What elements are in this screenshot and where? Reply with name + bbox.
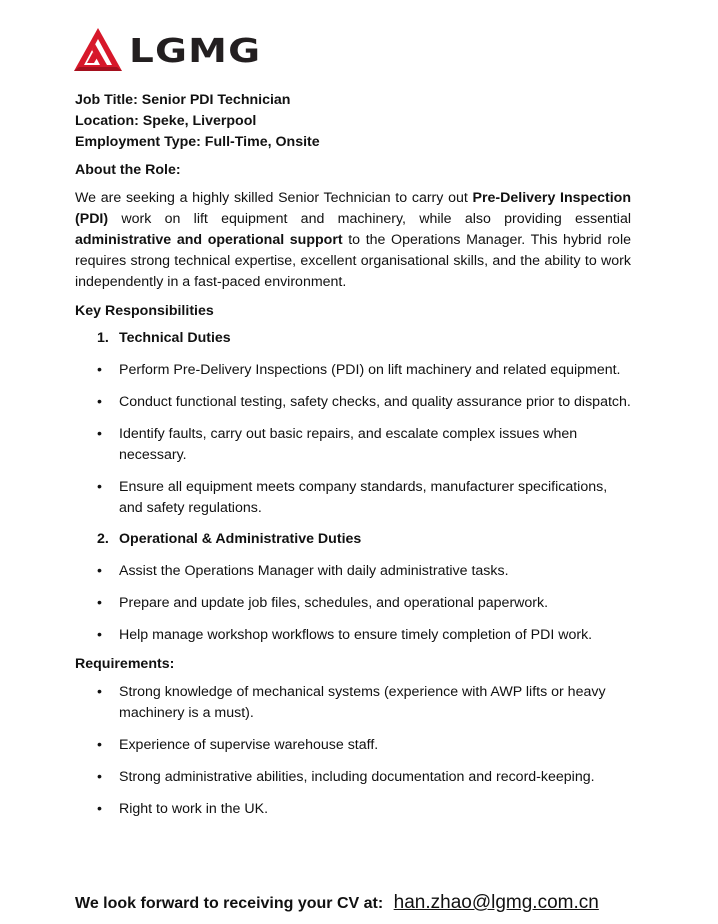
about-text-2: work on lift equipment and machinery, while also providing essential <box>108 211 631 227</box>
list-item-text: Right to work in the UK. <box>119 801 269 817</box>
list-item-text: Conduct functional testing, safety checks, and quality assurance prior to dispatch. <box>119 394 631 410</box>
about-bold-support: administrative and operational support <box>75 232 343 248</box>
list-item <box>75 593 631 614</box>
list-item-text: Strong knowledge of mechanical systems (experience with AWP lifts or heavy machinery is a must). <box>119 684 606 721</box>
bullet-icon: • <box>97 362 102 378</box>
list-item-text: Strong administrative abilities, including documentation and record-keeping. <box>119 769 595 785</box>
bullet-icon: • <box>97 769 102 785</box>
bullet-icon: • <box>97 479 102 495</box>
employment-type: Employment Type: Full-Time, Onsite <box>75 134 320 150</box>
list-item <box>75 477 631 519</box>
list-item <box>75 424 631 466</box>
email-link[interactable]: han.zhao@lgmg.com.cn <box>393 892 599 913</box>
lgmg-triangle-logo-icon <box>73 27 123 73</box>
list-item-text: Perform Pre-Delivery Inspections (PDI) on lift machinery and related equipment. <box>119 362 621 378</box>
list-item <box>75 767 631 788</box>
job-posting <box>75 90 631 820</box>
list-item <box>75 360 631 381</box>
bullet-icon: • <box>97 627 102 643</box>
about-text-1: We are seeking a highly skilled Senior Technician to carry out <box>75 190 473 206</box>
section-technical-duties <box>75 328 631 349</box>
list-item-text: Experience of supervise warehouse staff. <box>119 737 379 753</box>
bullet-icon: • <box>97 563 102 579</box>
job-title: Job Title: Senior PDI Technician <box>75 92 291 108</box>
responsibilities-heading: Key Responsibilities <box>75 303 214 319</box>
list-item-text: Assist the Operations Manager with daily administrative tasks. <box>119 563 509 579</box>
bullet-icon: • <box>97 426 102 442</box>
section-number: 1. <box>97 330 109 346</box>
list-item <box>75 799 631 820</box>
list-item <box>75 735 631 756</box>
section-number: 2. <box>97 531 109 547</box>
list-item-text: Ensure all equipment meets company standards, manufacturer specifications, and safety regulations. <box>119 479 608 516</box>
list-item-text: Help manage workshop workflows to ensure timely completion of PDI work. <box>119 627 593 643</box>
cv-contact <box>75 892 599 914</box>
bullet-icon: • <box>97 801 102 817</box>
bullet-icon: • <box>97 737 102 753</box>
bullet-icon: • <box>97 595 102 611</box>
bullet-icon: • <box>97 394 102 410</box>
list-item-text: Prepare and update job files, schedules, and operational paperwork. <box>119 595 549 611</box>
cv-contact-lead: We look forward to receiving your CV at: <box>75 895 384 912</box>
job-location: Location: Speke, Liverpool <box>75 113 257 129</box>
about-text-3: to the Operations Manager. This hybrid role requires strong technical expertise, excellent organisational skills, and the ability to work independently in a fast-paced environment. <box>75 232 631 290</box>
about-heading: About the Role: <box>75 162 181 178</box>
logo-wordmark: LGMG <box>129 30 262 70</box>
about-bold-pdi: Pre-Delivery Inspection (PDI) <box>75 190 631 227</box>
section-operational-duties <box>75 529 631 550</box>
about-paragraph <box>75 188 631 293</box>
bullet-icon: • <box>97 684 102 700</box>
list-item <box>75 392 631 413</box>
list-item <box>75 682 631 724</box>
list-item <box>75 561 631 582</box>
company-logo <box>73 27 262 73</box>
section-title: Operational & Administrative Duties <box>119 531 362 547</box>
list-item <box>75 625 631 646</box>
requirements-heading: Requirements: <box>75 656 175 672</box>
list-item-text: Identify faults, carry out basic repairs, and escalate complex issues when necessary. <box>119 426 578 463</box>
section-title: Technical Duties <box>119 330 231 346</box>
